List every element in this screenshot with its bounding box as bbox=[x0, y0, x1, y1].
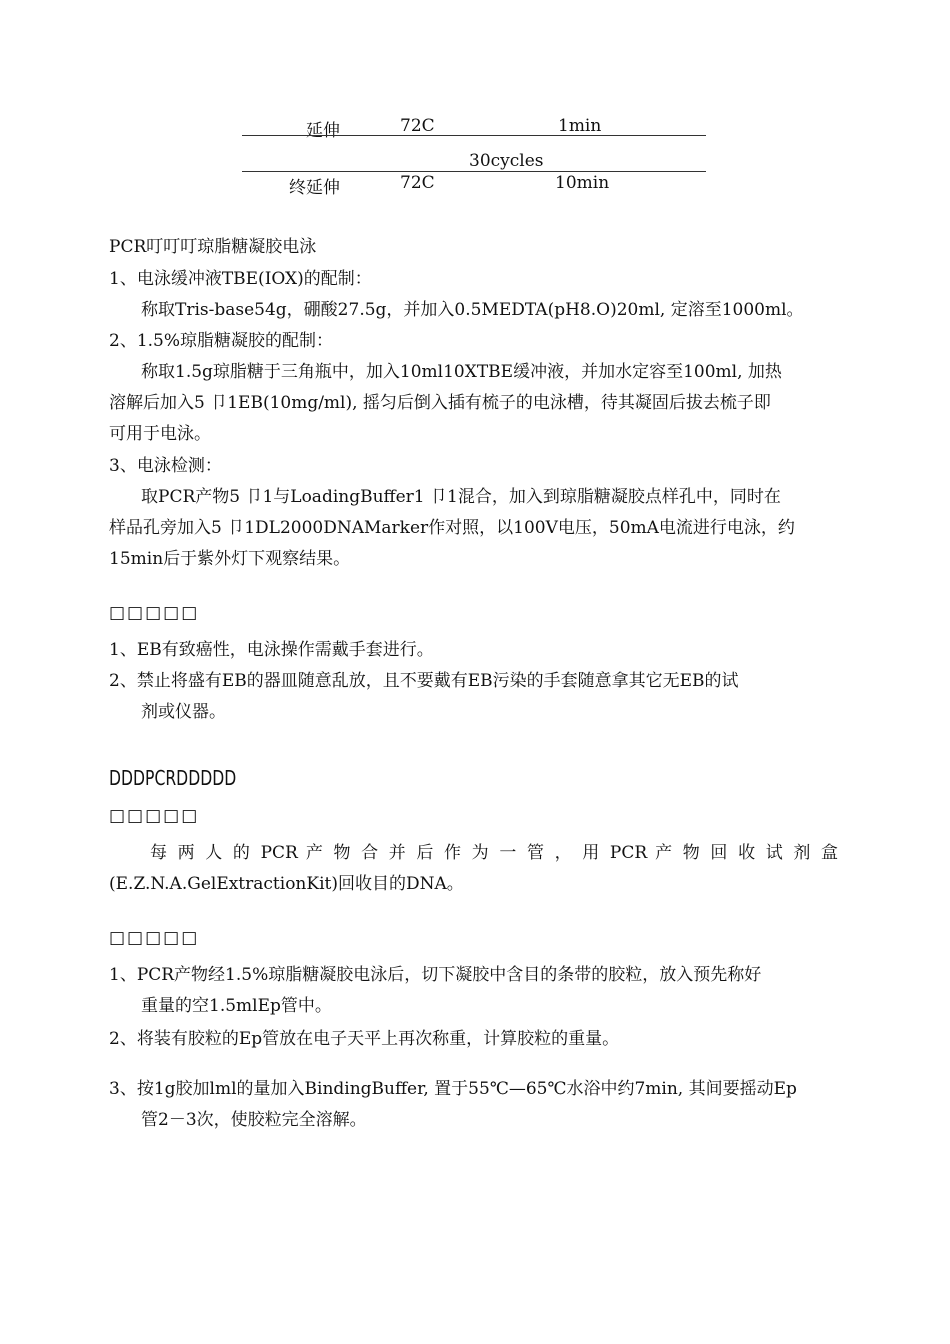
table-cycles: 30cycles bbox=[469, 151, 544, 171]
step-2-title: 2、1.5%琼脂糖凝胶的配制： bbox=[109, 331, 334, 351]
section-heading-electrophoresis: PCR叮叮叮琼脂糖凝胶电泳 bbox=[109, 237, 317, 257]
step-1-title: 1、电泳缓冲液TBE(IOX)的配制： bbox=[109, 269, 372, 289]
table-time-final-extend: 10min bbox=[555, 173, 610, 193]
recovery-paragraph-line-2: (E.Z.N.A.GelExtractionKit)回收目的DNA。 bbox=[109, 874, 464, 894]
recovery-subheading-1: □□□□□ bbox=[109, 806, 200, 826]
table-time-extend: 1min bbox=[558, 116, 602, 136]
step-3-line-1: 取PCR产物5 卩1与LoadingBuffer1 卩1混合，加入到琼脂糖凝胶点样孔中，同时在 bbox=[141, 487, 781, 507]
step-1-body: 称取Tris-base54g，硼酸27.5g，并加入0.5MEDTA(pH8.O)20ml, 定溶至1000ml。 bbox=[141, 300, 804, 320]
step-2-line-1: 称取1.5g琼脂糖于三角瓶中，加入10ml10XTBE缓冲液，并加水定容至100ml, 加热 bbox=[141, 362, 782, 382]
recovery-step-3-line-1: 3、按1g胶加lml的量加入BindingBuffer, 置于55℃—65℃水浴中约7min, 其间要摇动Ep bbox=[109, 1079, 797, 1099]
recovery-paragraph-line-1: 每 两 人 的 PCR 产 物 合 并 后 作 为 一 管 ， 用 PCR 产 物 回 收 试 剂 盒 bbox=[150, 843, 838, 863]
caution-item-2-line-1: 2、禁止将盛有EB的器皿随意乱放，且不要戴有EB污染的手套随意拿其它无EB的试 bbox=[109, 671, 739, 691]
caution-heading: □□□□□ bbox=[109, 603, 200, 623]
caution-item-2-line-2: 剂或仪器。 bbox=[141, 702, 226, 722]
step-2-line-3: 可用于电泳。 bbox=[109, 424, 211, 444]
step-3-line-3: 15min后于紫外灯下观察结果。 bbox=[109, 549, 351, 569]
table-rule-2 bbox=[242, 171, 706, 172]
table-rule-1 bbox=[242, 135, 706, 136]
recovery-step-3-line-2: 管2－3次，使胶粒完全溶解。 bbox=[141, 1110, 367, 1130]
table-temp-extend: 72C bbox=[400, 116, 435, 136]
step-3-title: 3、电泳检测： bbox=[109, 456, 222, 476]
table-step-final-extend: 终延伸 bbox=[289, 178, 340, 198]
recovery-step-2: 2、将装有胶粒的Ep管放在电子天平上再次称重，计算胶粒的重量。 bbox=[109, 1029, 620, 1049]
recovery-step-1-line-2: 重量的空1.5mlEp管中。 bbox=[141, 996, 332, 1016]
recovery-step-1-line-1: 1、PCR产物经1.5%琼脂糖凝胶电泳后，切下凝胶中含目的条带的胶粒，放入预先称好 bbox=[109, 965, 762, 985]
recovery-subheading-2: □□□□□ bbox=[109, 928, 200, 948]
caution-item-1: 1、EB有致癌性，电泳操作需戴手套进行。 bbox=[109, 640, 434, 660]
table-temp-final-extend: 72C bbox=[400, 173, 435, 193]
step-3-line-2: 样品孔旁加入5 卩1DL2000DNAMarker作对照，以100V电压，50mA电流进行电泳，约 bbox=[109, 518, 795, 538]
step-2-line-2: 溶解后加入5 卩1EB(10mg/ml), 摇匀后倒入插有梳子的电泳槽，待其凝固后拔去梳子即 bbox=[109, 393, 771, 413]
section-heading-recovery: DDDPCRDDDDD bbox=[109, 766, 237, 790]
table-step-extend: 延伸 bbox=[306, 121, 340, 141]
